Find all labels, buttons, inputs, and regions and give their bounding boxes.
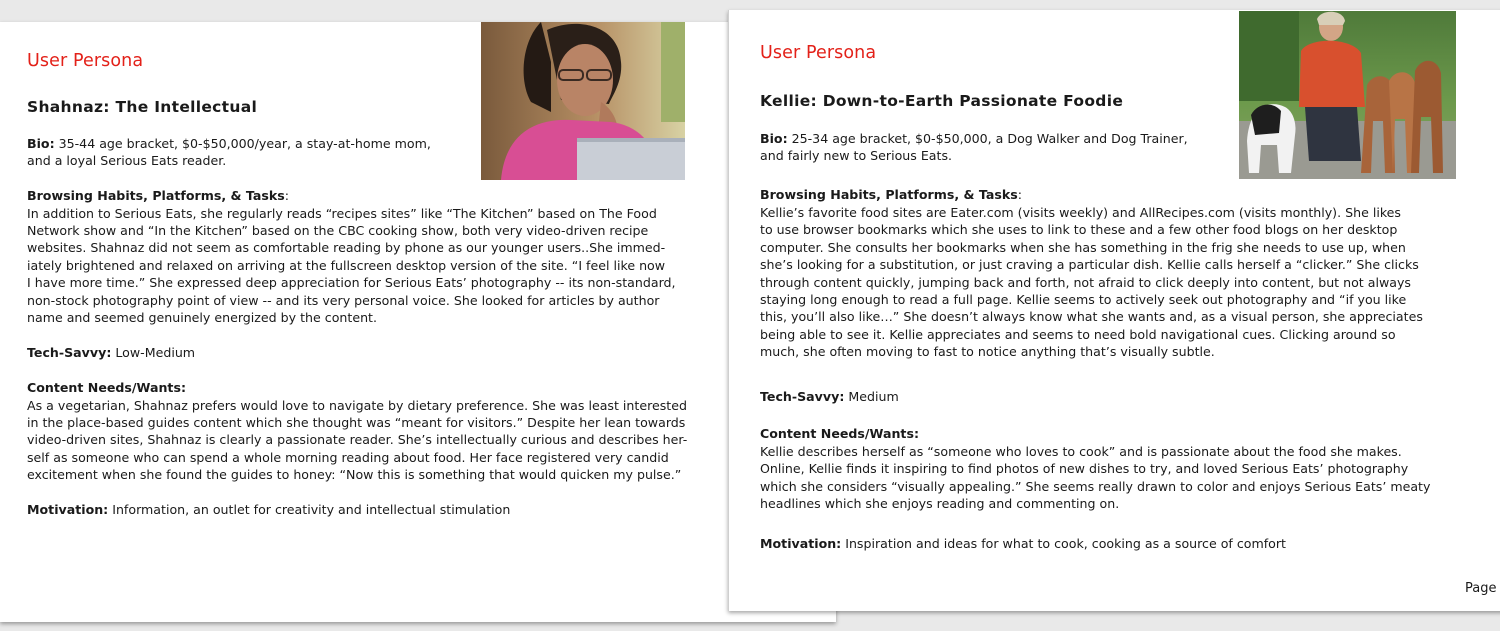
browsing-colon: : — [1017, 186, 1022, 202]
bio-label: Bio: — [760, 131, 788, 146]
user-persona-label: User Persona — [27, 51, 144, 71]
content-label: Content Needs/Wants: — [27, 380, 186, 395]
persona-title: Shahnaz: The Intellectual — [27, 98, 258, 116]
browsing-heading — [27, 187, 289, 204]
woman-with-dogs-photo — [1239, 11, 1456, 179]
persona-title: Kellie: Down-to-Earth Passionate Foodie — [760, 92, 1124, 110]
bio-text: 25-34 age bracket, $0-$50,000, a Dog Walker and Dog Trainer, and fairly new to Serious Eats. — [760, 131, 1188, 164]
persona-page-shahnaz — [0, 22, 836, 622]
bio-paragraph — [760, 130, 1188, 165]
tech-text: Low-Medium — [111, 345, 196, 360]
tech-savvy-paragraph — [27, 344, 195, 361]
content-heading — [760, 425, 919, 442]
tech-savvy-paragraph — [760, 388, 899, 405]
motivation-text: Inspiration and ideas for what to cook, cooking as a source of comfort — [841, 536, 1286, 551]
motivation-text: Information, an outlet for creativity and intellectual stimulation — [108, 502, 511, 517]
content-text: As a vegetarian, Shahnaz prefers would love to navigate by dietary preference. She was least interested in the place-based guides content which she thought was “meant for visitors.” Despite her lean towards video-driven sites, Shahnaz is clearly a passionate reader. She’s intellectually curious and describes her- self as someone who can spend a whole morning reading about food. Her face registered very candid excitement when she found the guides to honey: “Now this is something that would quicken my pulse.” — [27, 397, 688, 483]
page-number-label: Page — [1465, 581, 1497, 596]
browsing-text: Kellie’s favorite food sites are Eater.com (visits weekly) and AllRecipes.com (visits monthly). She likes to use browser bookmarks which she uses to link to these and a few other food blogs on her desktop computer. She consults her bookmarks when she has something in the frig she needs to use up, when she’s looking for a substitution, or just craving a particular dish. Kellie calls herself a “clicker.” She clicks through content quickly, jumping back and forth, not afraid to click deeply into content, but not always staying long enough to read a full page. Kellie seems to actively seek out photography and “if you like this, you’ll also like…” She doesn’t always know what she wants and, as a visual person, she appreciates being able to see it. Kellie appreciates and seems to need bold navigational cues. Clicking around so much, she often moving to fast to notice anything that’s visually subtle. — [760, 205, 1423, 360]
browsing-label: Browsing Habits, Platforms, & Tasks — [27, 188, 285, 203]
browsing-text: In addition to Serious Eats, she regularly reads “recipes sites” like “The Kitchen” based on The Food Network show and “In the Kitchen” based on the CBC cooking show, both very video-driven recipe websites. Shahnaz did not seem as comfortable reading by phone as our younger users..She immed- iately brightened and relaxed on arriving at the fullscreen desktop version of the site. “I feel like now I have more time.” She expressed deep appreciation for Serious Eats’ photography -- its non-standard, non-stock photography point of view -- and its very personal voice. She looked for articles by author name and seemed genuinely energized by the content. — [27, 205, 676, 325]
tech-text: Medium — [844, 389, 899, 404]
content-text: Kellie describes herself as “someone who loves to cook” and is passionate about the food she makes. Online, Kellie finds it inspiring to find photos of new dishes to try, and loved Serious Eats’ photography which she considers “visually appealing.” She seems really drawn to color and enjoys Serious Eats’ meaty headlines which she enjoys reading and commenting on. — [760, 444, 1431, 512]
motivation-label: Motivation: — [27, 502, 109, 517]
motivation-label: Motivation: — [760, 536, 842, 551]
content-heading — [27, 379, 186, 396]
user-persona-label: User Persona — [760, 43, 877, 63]
bio-label: Bio: — [27, 136, 55, 151]
tech-label: Tech-Savvy: — [27, 345, 112, 360]
browsing-label: Browsing Habits, Platforms, & Tasks — [760, 186, 1018, 202]
browsing-colon: : — [284, 188, 289, 203]
content-label: Content Needs/Wants: — [760, 426, 919, 441]
bio-paragraph — [27, 135, 431, 170]
tech-label: Tech-Savvy: — [760, 389, 845, 404]
woman-at-laptop-photo — [481, 22, 685, 180]
motivation-paragraph — [27, 501, 510, 518]
bio-text: 35-44 age bracket, $0-$50,000/year, a stay-at-home mom, and a loyal Serious Eats reader. — [27, 136, 431, 169]
browsing-heading — [760, 186, 1022, 203]
motivation-paragraph — [760, 535, 1286, 552]
persona-page-kellie — [728, 10, 1500, 611]
